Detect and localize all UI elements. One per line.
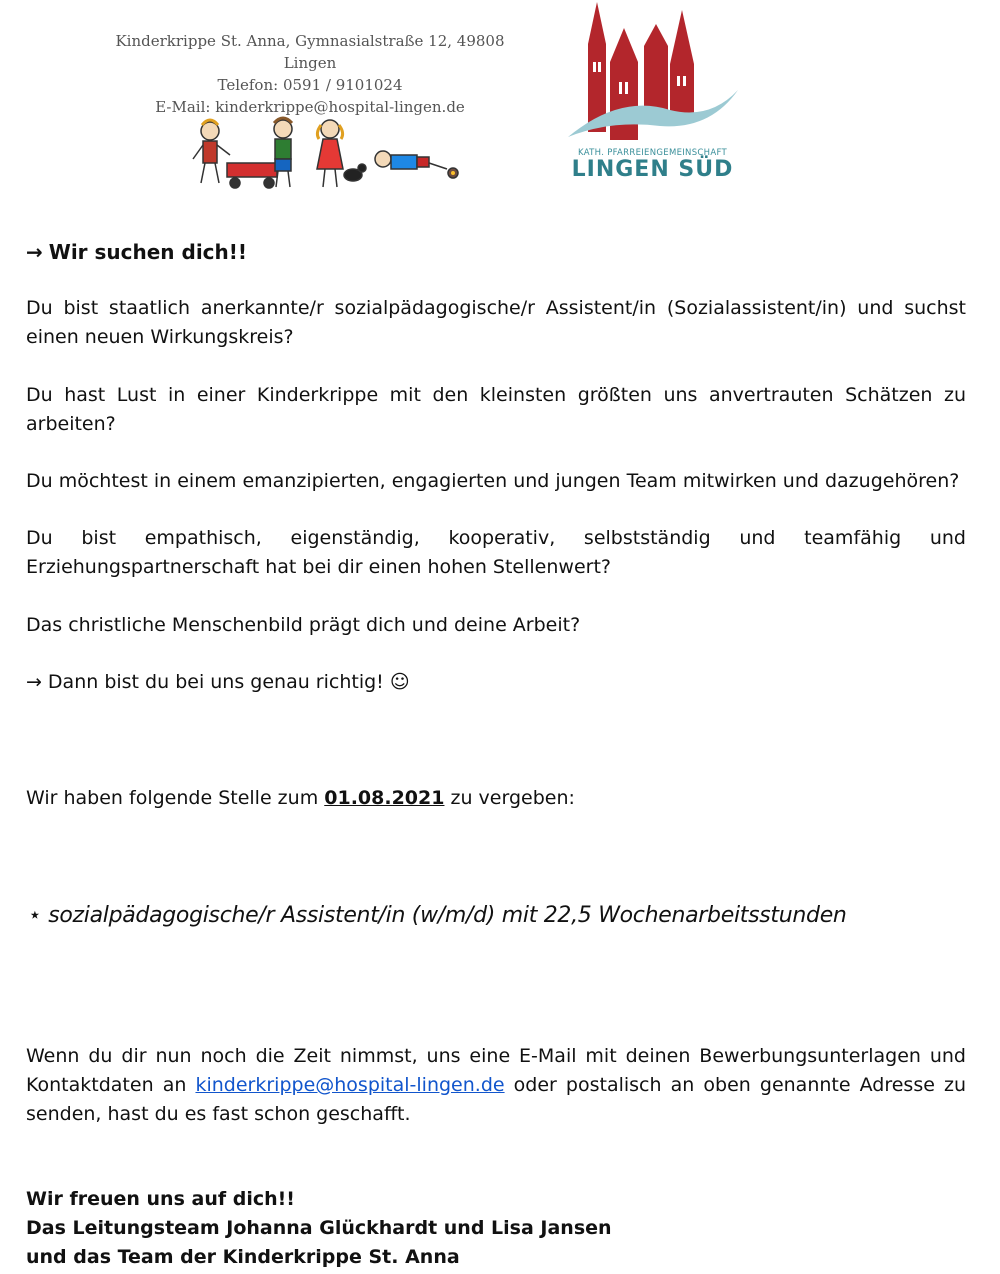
conclusion-line <box>26 668 966 697</box>
children-drawing-illustration <box>155 113 470 199</box>
parish-name: LINGEN SÜD <box>571 157 734 182</box>
heading-text: Wir suchen dich!! <box>48 240 248 264</box>
intro-text: Wir haben folgende Stelle zum <box>26 787 325 809</box>
question-text: Du hast Lust in einer Kinderkrippe mit den kleinsten größten uns anvertrauten Schätzen zu arbeiten? <box>26 384 966 435</box>
email-link[interactable]: kinderkrippe@hospital-lingen.de <box>195 1074 505 1096</box>
question-text: Du möchtest in einem emanzipierten, engagierten und jungen Team mitwirken und dazugehören? <box>26 470 960 492</box>
email-line: E-Mail: kinderkrippe@hospital-lingen.de <box>155 98 465 116</box>
arrow-right-icon: → <box>26 240 43 264</box>
apply-text-end: oder postalisch an oben genannte Adresse zu senden, hast du es fast schon geschafft. <box>26 1074 967 1125</box>
intro-text-end: zu vergeben: <box>444 787 575 809</box>
question-qualification <box>26 294 966 352</box>
address-line: Kinderkrippe St. Anna, Gymnasialstraße 12, 49808 Lingen <box>115 32 505 72</box>
question-text: Du bist empathisch, eigenständig, kooperativ, selbstständig und teamfähig und Erziehungspartnerschaft hat bei dir einen hohen Stellenwert? <box>26 527 966 578</box>
apply-text: Wenn du dir nun noch die Zeit nimmst, uns eine E-Mail mit deinen Bewerbungsunterlagen und Kontaktdaten an <box>26 1045 966 1096</box>
parish-subtitle: KATH. PFARREIENGEMEINSCHAFT <box>578 148 727 158</box>
closing-line-3: und das Team der Kinderkrippe St. Anna <box>26 1246 460 1268</box>
arrow-right-icon: → <box>26 671 42 693</box>
position-title: sozialpädagogische/r Assistent/in (w/m/d) mit 22,5 Wochenarbeitsstunden <box>48 903 847 928</box>
position-offer <box>28 900 968 932</box>
question-traits <box>26 524 966 582</box>
star-icon: ⋆ <box>28 903 42 928</box>
question-text: Du bist staatlich anerkannte/r sozialpädagogische/r Assistent/in (Sozialassistent/in) und suchst einen neuen Wirkungskreis? <box>26 297 966 348</box>
application-instructions <box>26 1042 966 1129</box>
question-values <box>26 611 966 640</box>
conclusion-text: Dann bist du bei uns genau richtig! ☺ <box>47 671 410 693</box>
question-team <box>26 467 966 496</box>
closing-signature <box>26 1185 966 1272</box>
question-motivation <box>26 381 966 439</box>
phone-line: Telefon: 0591 / 9101024 <box>217 76 403 94</box>
start-date: 01.08.2021 <box>324 787 445 809</box>
closing-line-2: Das Leitungsteam Johanna Glückhardt und Lisa Jansen <box>26 1217 612 1239</box>
page-heading <box>26 238 966 267</box>
position-intro <box>26 784 966 813</box>
application-paragraph <box>26 1042 966 1129</box>
letterhead <box>100 30 520 118</box>
closing-line-1: Wir freuen uns auf dich!! <box>26 1188 295 1210</box>
question-text: Das christliche Menschenbild prägt dich und deine Arbeit? <box>26 614 581 636</box>
